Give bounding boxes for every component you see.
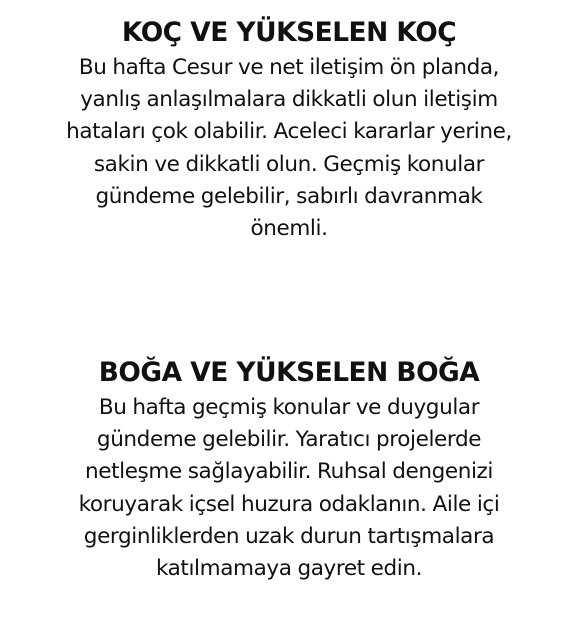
text-line: gerginliklerden uzak durun tartışmalara — [83, 523, 495, 549]
horoscope-section-koc — [0, 16, 578, 245]
section-body-boga — [0, 392, 578, 585]
section-body-koc — [0, 52, 578, 245]
text-line: koruyarak içsel huzura odaklanın. Aile içi — [78, 491, 500, 517]
text-line: Bu hafta Cesur ve net iletişim ön planda, — [78, 55, 500, 80]
text-line: gündeme gelebilir. Yaratıcı projelerde — [96, 427, 482, 453]
text-line: hataları çok olabilir. Aceleci kararlar yerine, — [66, 119, 512, 145]
text-line: sakin ve dikkatli olun. Geçmiş konular — [93, 151, 485, 177]
section-heading-boga: BOĞA VE YÜKSELEN BOĞA — [98, 357, 480, 388]
text-line: gündeme gelebilir, sabırlı davranmak — [95, 183, 483, 209]
section-heading-koc: KOÇ VE YÜKSELEN KOÇ — [121, 17, 457, 48]
text-line: önemli. — [250, 216, 328, 242]
text-line: yanlış anlaşılmalara dikkatli olun iletişim — [80, 87, 498, 113]
text-line: netleşme sağlayabilir. Ruhsal dengenizi — [84, 459, 494, 485]
text-line: Bu hafta geçmiş konular ve duygular — [98, 395, 480, 420]
horoscope-section-boga — [0, 356, 578, 585]
text-line: katılmamaya gayret edin. — [155, 556, 423, 582]
